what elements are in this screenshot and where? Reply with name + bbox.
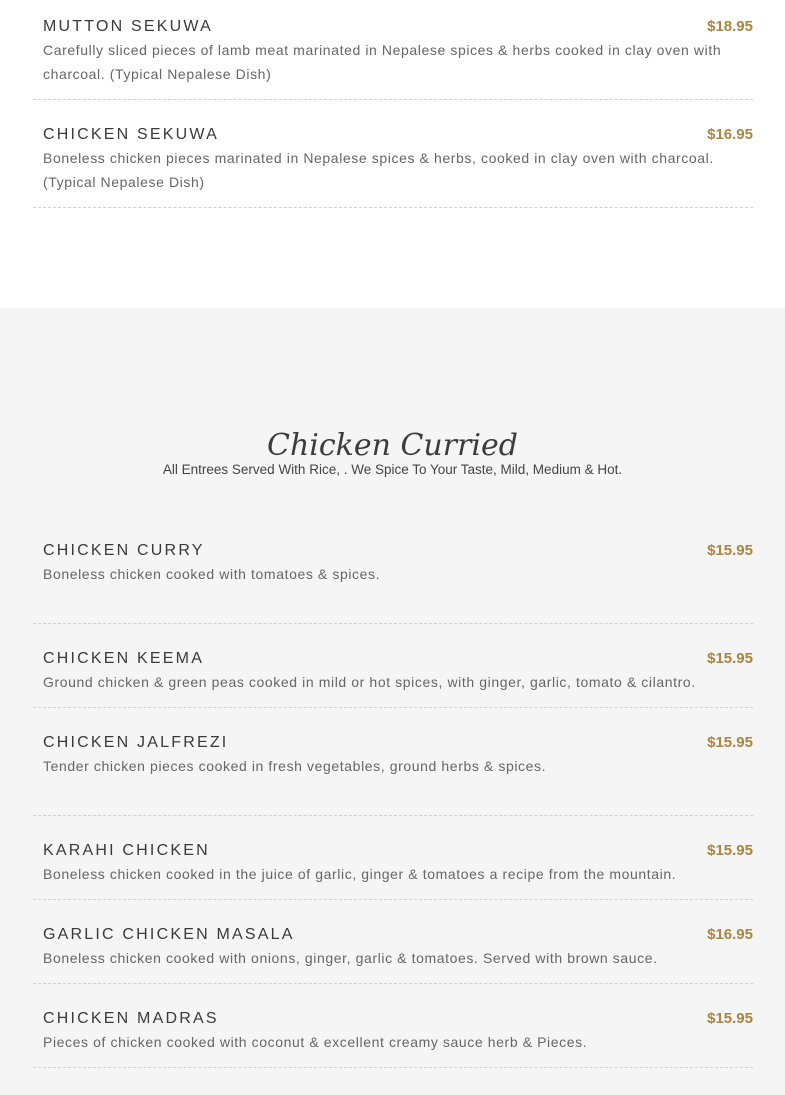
menu-item-name: CHICKEN CURRY: [43, 542, 205, 559]
menu-item: [33, 1009, 753, 1068]
menu-item: [33, 841, 753, 900]
menu-item-description: Boneless chicken pieces marinated in Nepalese spices & herbs, cooked in clay oven with charcoal. (Typical Nepalese Dish): [43, 150, 714, 190]
section-title: Chicken Curried: [267, 428, 518, 463]
menu-item-name: CHICKEN KEEMA: [43, 650, 205, 667]
section-subtitle: All Entrees Served With Rice, . We Spice To Your Taste, Mild, Medium & Hot.: [162, 462, 623, 477]
menu-item: [33, 17, 753, 100]
menu-item-name: GARLIC CHICKEN MASALA: [43, 926, 295, 943]
menu-item-price: $15.95: [707, 1010, 753, 1027]
menu-item-price: $18.95: [707, 18, 753, 35]
menu-item-price: $15.95: [707, 650, 753, 667]
menu-item: [33, 125, 753, 208]
menu-item-description: Pieces of chicken cooked with coconut & excellent creamy sauce herb & Pieces.: [43, 1034, 588, 1050]
menu-item: [33, 733, 753, 816]
menu-item-price: $15.95: [707, 842, 753, 859]
menu-item-name: CHICKEN JALFREZI: [43, 734, 229, 751]
menu-item-name: CHICKEN SEKUWA: [43, 126, 220, 143]
menu-item-name: CHICKEN MADRAS: [43, 1010, 219, 1027]
menu-item: [33, 925, 753, 984]
menu-item-price: $16.95: [707, 926, 753, 943]
menu-item-price: $15.95: [707, 734, 753, 751]
menu-item-description: Boneless chicken cooked with tomatoes & spices.: [43, 566, 381, 582]
menu-item-price: $16.95: [707, 126, 753, 143]
menu-item: [33, 541, 753, 624]
menu-item-name: KARAHI CHICKEN: [43, 842, 210, 859]
menu-item-description: Tender chicken pieces cooked in fresh vegetables, ground herbs & spices.: [43, 758, 547, 774]
menu-item-price: $15.95: [707, 542, 753, 559]
menu-item-description: Ground chicken & green peas cooked in mild or hot spices, with ginger, garlic, tomato & cilantro.: [43, 674, 696, 690]
menu-item: [33, 649, 753, 708]
menu-item-description: Carefully sliced pieces of lamb meat marinated in Nepalese spices & herbs cooked in clay oven with charcoal. (Typical Nepalese Dish): [43, 42, 722, 82]
menu-item-name: MUTTON SEKUWA: [43, 18, 213, 35]
menu-item-description: Boneless chicken cooked with onions, ginger, garlic & tomatoes. Served with brown sauce.: [43, 950, 658, 966]
menu-item-description: Boneless chicken cooked in the juice of garlic, ginger & tomatoes a recipe from the mountain.: [43, 866, 677, 882]
